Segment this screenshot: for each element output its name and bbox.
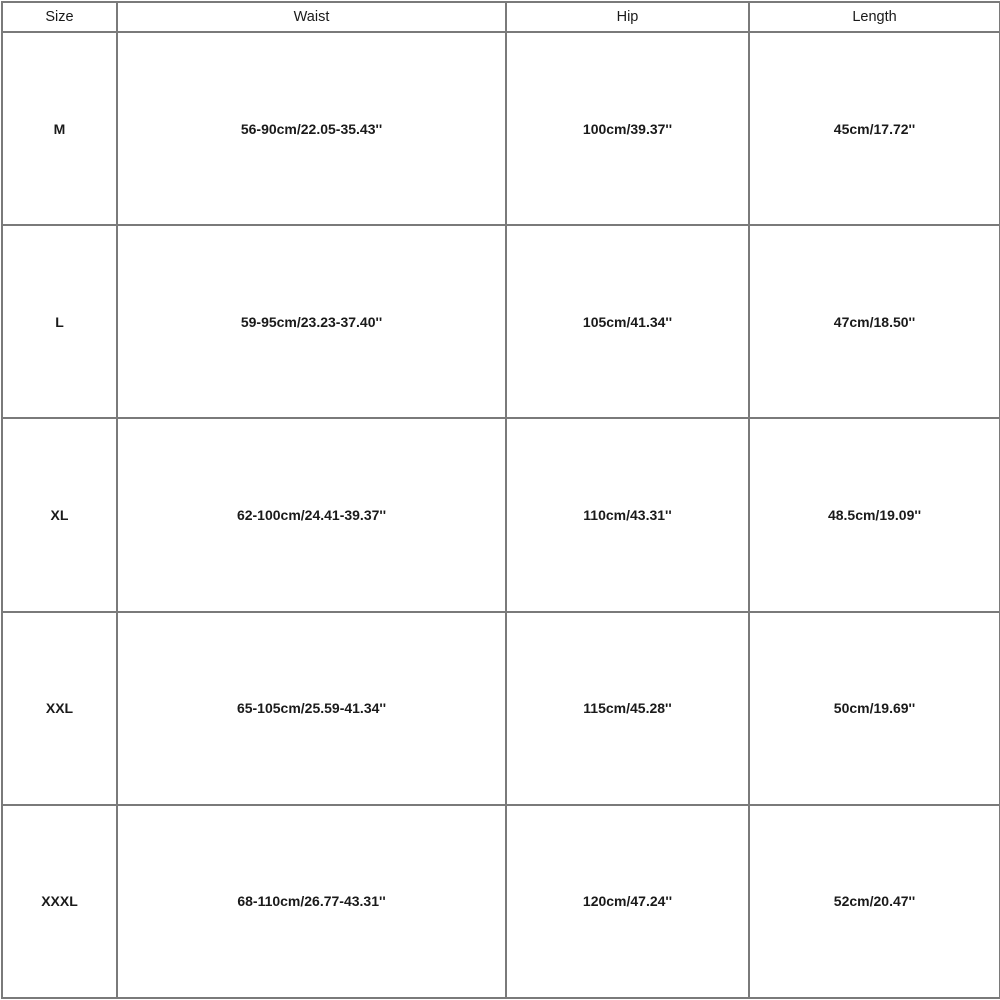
length-cell: 47cm/18.50'' — [749, 225, 1000, 418]
hip-cell: 115cm/45.28'' — [506, 612, 749, 805]
table-row — [2, 612, 1000, 805]
length-cell: 52cm/20.47'' — [749, 805, 1000, 998]
table-row — [2, 805, 1000, 998]
size-cell: XXXL — [2, 805, 117, 998]
waist-cell: 65-105cm/25.59-41.34'' — [117, 612, 506, 805]
header-size: Size — [2, 2, 117, 32]
waist-cell: 56-90cm/22.05-35.43'' — [117, 32, 506, 225]
table-row — [2, 32, 1000, 225]
waist-cell: 68-110cm/26.77-43.31'' — [117, 805, 506, 998]
size-cell: XL — [2, 418, 117, 611]
header-waist: Waist — [117, 2, 506, 32]
size-cell: L — [2, 225, 117, 418]
table-row — [2, 418, 1000, 611]
hip-cell: 120cm/47.24'' — [506, 805, 749, 998]
waist-cell: 59-95cm/23.23-37.40'' — [117, 225, 506, 418]
header-hip: Hip — [506, 2, 749, 32]
header-length: Length — [749, 2, 1000, 32]
length-cell: 48.5cm/19.09'' — [749, 418, 1000, 611]
waist-cell: 62-100cm/24.41-39.37'' — [117, 418, 506, 611]
hip-cell: 105cm/41.34'' — [506, 225, 749, 418]
size-cell: M — [2, 32, 117, 225]
size-cell: XXL — [2, 612, 117, 805]
length-cell: 50cm/19.69'' — [749, 612, 1000, 805]
size-table — [1, 1, 1000, 999]
table-row — [2, 225, 1000, 418]
hip-cell: 110cm/43.31'' — [506, 418, 749, 611]
hip-cell: 100cm/39.37'' — [506, 32, 749, 225]
header-row — [2, 2, 1000, 32]
length-cell: 45cm/17.72'' — [749, 32, 1000, 225]
